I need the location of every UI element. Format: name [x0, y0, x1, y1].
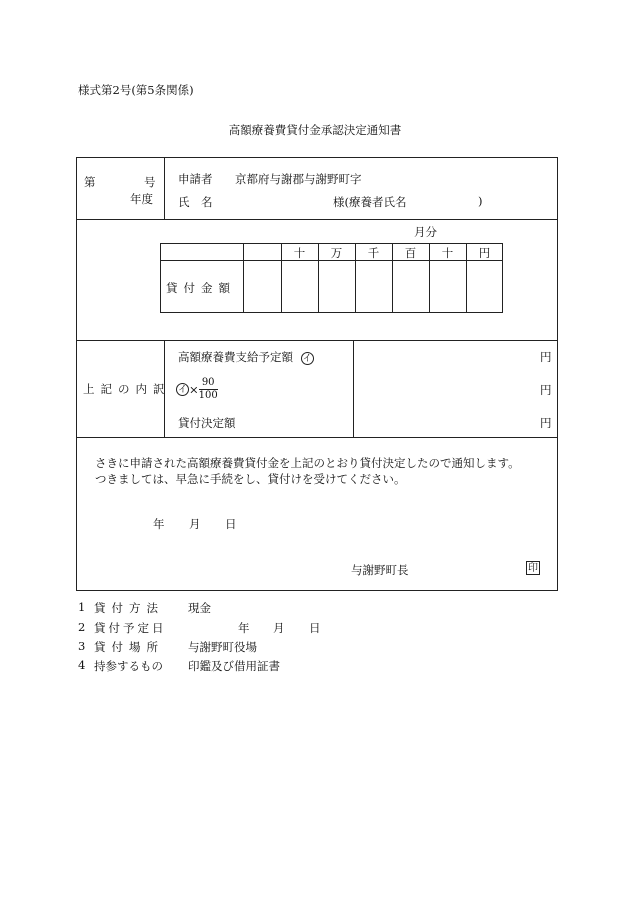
applicant-label: 申請者: [178, 172, 213, 186]
notice-line-1: さきに申請された高額療養費貸付金を上記のとおり貸付決定したので通知します。: [95, 456, 520, 470]
unit-hyaku: 百: [404, 246, 417, 260]
issuer-name: 与謝野町長: [351, 563, 409, 577]
divider-amount: [76, 340, 558, 341]
ratio-row: [176, 377, 218, 402]
close-paren: ): [478, 194, 483, 208]
benefit-estimate-label: 高額療養費支給予定額: [178, 350, 293, 364]
form-frame: [76, 157, 558, 591]
unit-ju-small: 十: [441, 246, 454, 260]
unit-sen: 千: [367, 246, 380, 260]
times-sign: ×: [189, 382, 199, 397]
circle-i-mark: イ: [302, 353, 312, 364]
benefit-estimate-row: [178, 349, 314, 365]
footer-item-3-num: 3: [78, 639, 86, 653]
notice-year: 年: [153, 517, 165, 531]
ratio-fraction: [199, 377, 218, 402]
patient-name-note: 様(療養者氏名: [333, 195, 407, 209]
seal-mark: 印: [528, 563, 538, 574]
footer-item-2-year: 年: [238, 621, 250, 635]
circle-i-mark: イ: [177, 385, 187, 395]
footer-item-1-num: 1: [78, 600, 86, 614]
divider-header: [76, 219, 558, 220]
go-label: 号: [144, 175, 156, 189]
applicant-address: 京都府与謝郡与謝野町字: [235, 172, 362, 186]
fraction-numerator: 90: [199, 377, 218, 390]
footer-item-2-day: 日: [309, 621, 321, 635]
form-number-label: 様式第2号(第5条関係): [78, 83, 194, 97]
footer-item-1-value: 現金: [188, 601, 211, 615]
unit-yen: 円: [478, 246, 491, 260]
amount-grid-col: [243, 243, 244, 313]
footer-item-4-label: 持参するもの: [94, 659, 163, 673]
document-title: 高額療養費貸付金承認決定通知書: [228, 123, 402, 137]
footer-item-2-label: 貸付予定日: [94, 621, 167, 635]
yen-label: 円: [540, 350, 552, 364]
dai-label: 第: [84, 175, 96, 189]
footer-item-3-label: 貸付場所: [94, 640, 164, 654]
name-label: 氏 名: [178, 195, 213, 209]
fraction-denominator: 100: [198, 390, 218, 401]
divider-breakdown: [76, 437, 558, 438]
footer-item-4-num: 4: [78, 658, 86, 672]
footer-item-3-value: 与謝野町役場: [188, 640, 257, 654]
notice-line-2: つきましては、早急に手続をし、貸付けを受けてください。: [95, 472, 406, 486]
breakdown-label: 上記の内訳: [83, 382, 171, 396]
unit-ju: 十: [293, 246, 306, 260]
yen-label: 円: [540, 383, 552, 397]
header-divider: [164, 157, 165, 219]
breakdown-right-divider: [353, 340, 354, 437]
footer-item-4-value: 印鑑及び借用証書: [188, 659, 280, 673]
footer-item-2-num: 2: [78, 620, 86, 634]
month-label: 月分: [414, 225, 437, 239]
nendo-label: 年度: [130, 192, 153, 206]
loan-amount-label: 貸付金額: [166, 281, 236, 295]
footer-item-1-label: 貸付方法: [94, 601, 164, 615]
yen-label: 円: [540, 416, 552, 430]
decided-amount-label: 貸付決定額: [178, 416, 236, 430]
notice-day: 日: [225, 517, 237, 531]
unit-man: 万: [330, 246, 343, 260]
notice-month: 月: [189, 517, 201, 531]
footer-item-2-month: 月: [273, 621, 285, 635]
